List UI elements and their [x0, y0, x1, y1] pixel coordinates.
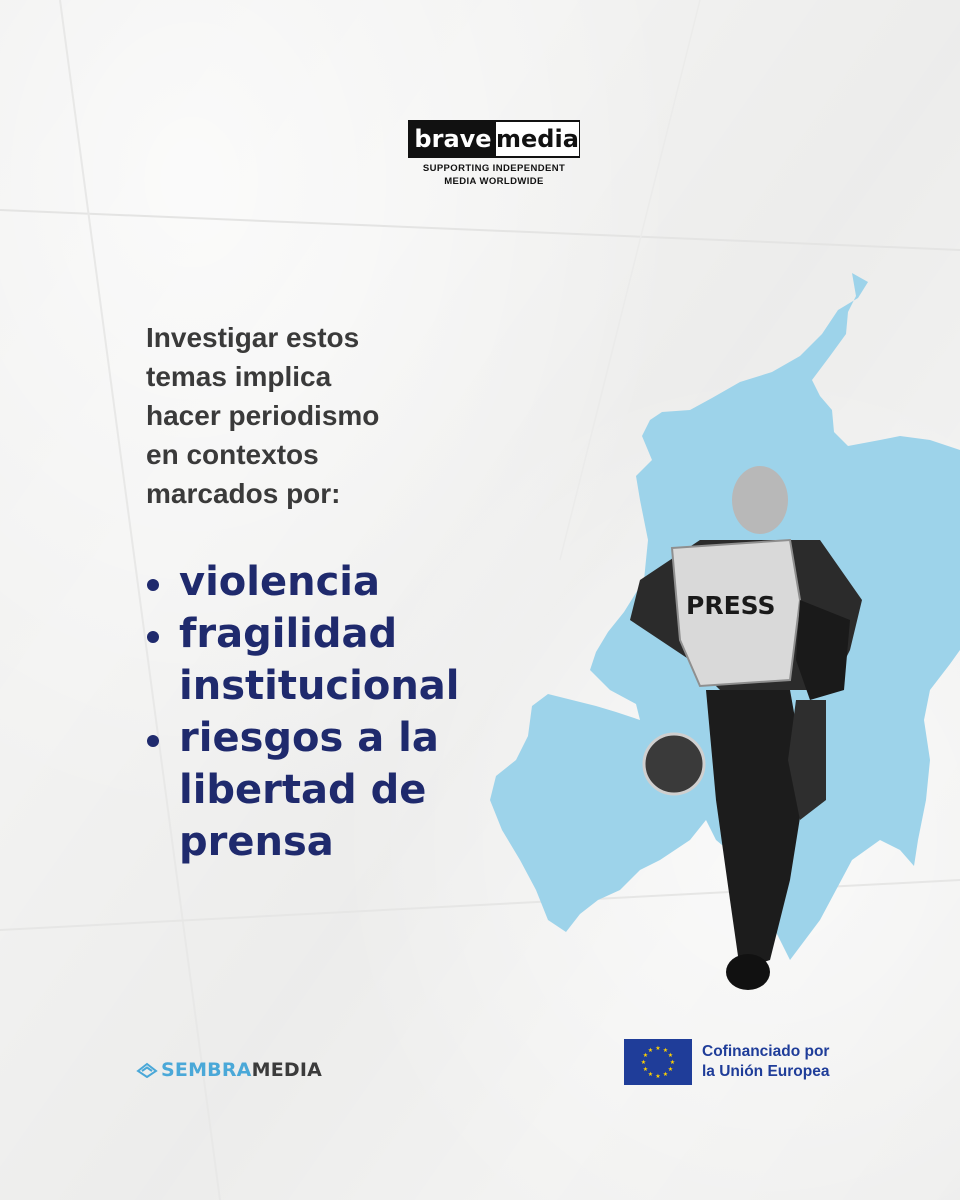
risk-bullet-list [142, 556, 460, 868]
eu-flag-icon [624, 1039, 692, 1085]
bullet-line: institucional [179, 663, 460, 709]
svg-text:★: ★ [640, 1059, 647, 1066]
svg-text:★: ★ [642, 1066, 649, 1073]
bullet-dot [147, 735, 159, 747]
sembramedia-logo [136, 1059, 322, 1081]
bullet-dot [147, 579, 159, 591]
logo-tagline-line-1: SUPPORTING INDEPENDENT [422, 163, 566, 174]
sembramedia-part-2: MEDIA [251, 1059, 323, 1081]
intro-line-4: en contextos [146, 439, 319, 470]
svg-text:★: ★ [667, 1052, 674, 1059]
svg-text:★: ★ [642, 1052, 649, 1059]
intro-line-1: Investigar estos [146, 322, 360, 353]
eu-cofunding-badge [624, 1039, 829, 1085]
svg-text:★: ★ [667, 1066, 674, 1073]
svg-text:★: ★ [655, 1073, 661, 1080]
bullet-line: libertad de [179, 767, 427, 813]
bullet-violencia [142, 556, 460, 608]
bullet-line: prensa [179, 819, 334, 865]
logo-brave: brave [410, 122, 496, 156]
bullet-line: violencia [179, 559, 380, 605]
intro-text [146, 318, 446, 513]
svg-text:★: ★ [662, 1047, 669, 1054]
svg-text:★: ★ [655, 1045, 661, 1052]
intro-line-5: marcados por: [146, 478, 341, 509]
bullet-line: riesgos a la [179, 715, 439, 761]
svg-text:★: ★ [647, 1047, 654, 1054]
svg-text:★: ★ [669, 1059, 676, 1066]
bullet-riesgos [142, 712, 460, 868]
sembramedia-icon [136, 1062, 158, 1078]
sembramedia-part-1: SEMBRA [161, 1059, 252, 1081]
bullet-dot [147, 631, 159, 643]
press-vest-label: PRESS [686, 591, 776, 620]
bullet-fragilidad [142, 608, 460, 712]
eu-line-1: Cofinanciado por [702, 1043, 830, 1060]
bullet-line: fragilidad [179, 611, 398, 657]
intro-line-2: temas implica [146, 361, 332, 392]
intro-line-3: hacer periodismo [146, 400, 380, 431]
svg-text:★: ★ [647, 1071, 654, 1078]
eu-text [702, 1042, 829, 1082]
eu-line-2: la Unión Europea [702, 1063, 830, 1080]
logo-media: media [496, 122, 579, 156]
logo-tagline-line-2: MEDIA WORLDWIDE [444, 176, 544, 187]
svg-text:★: ★ [662, 1071, 669, 1078]
